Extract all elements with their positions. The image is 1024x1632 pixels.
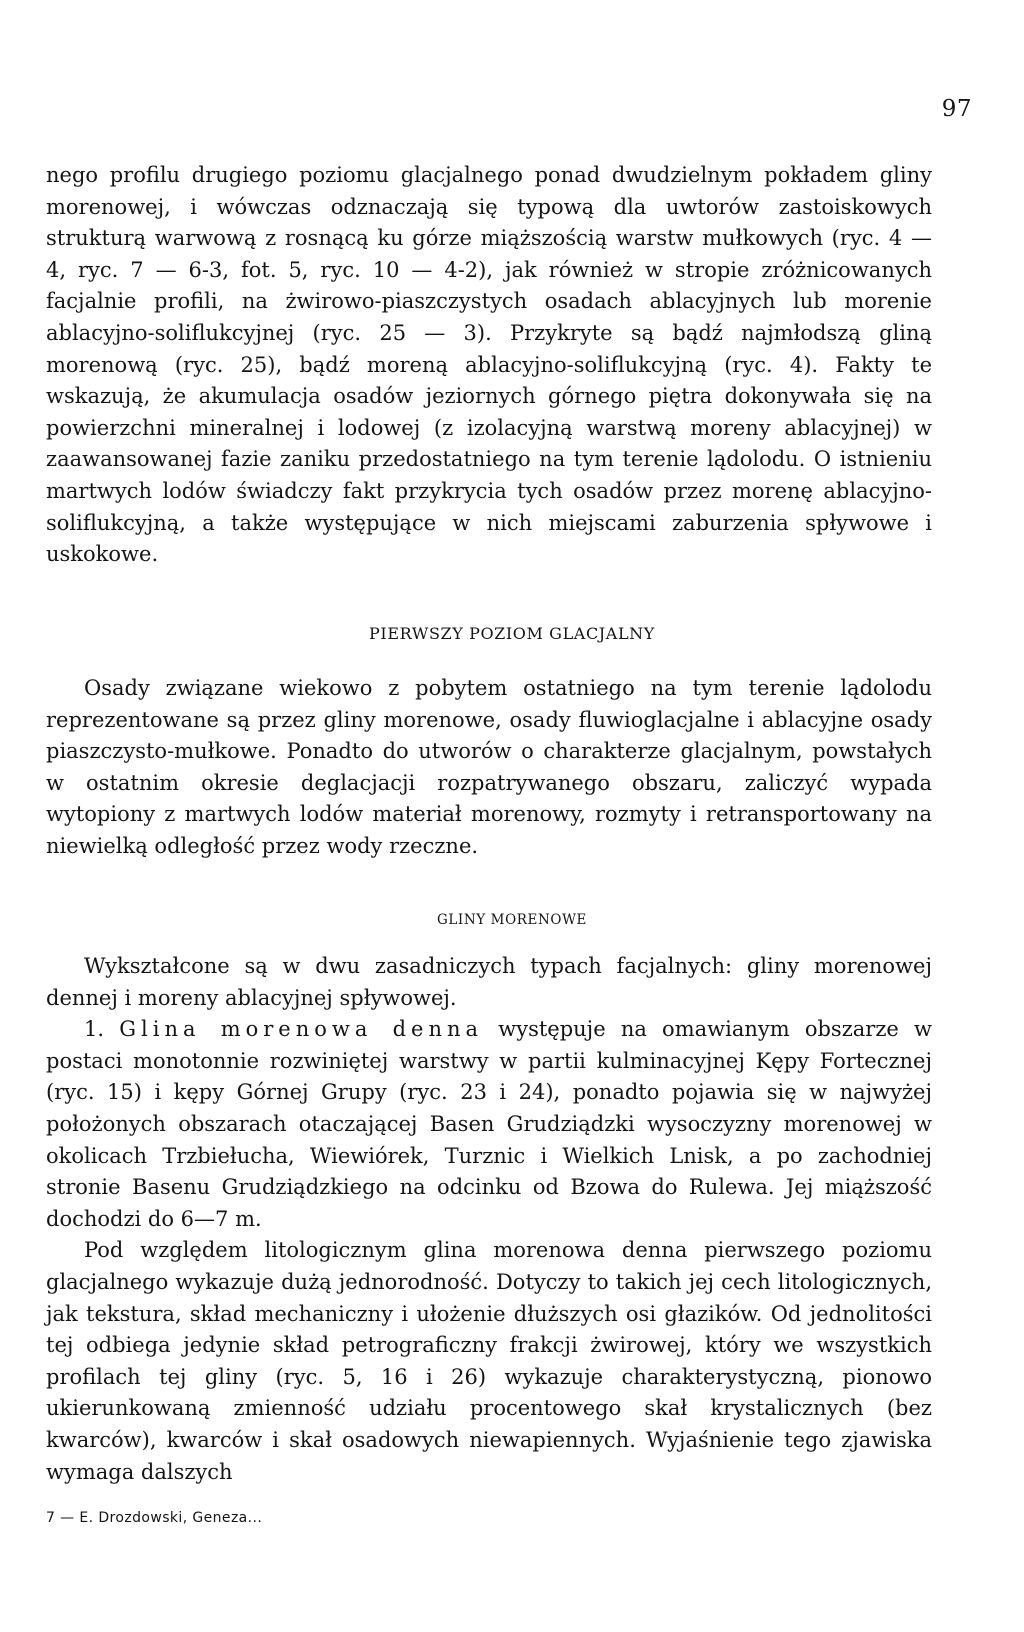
lithology-paragraph: Pod względem litologicznym glina morenowa denna pierwszego poziomu glacjalnego wykazuje dużą jednorodność. Dotyczy to takich jej cech litologicznych, jak tekstura, skład mechaniczny i ułożenie dłuższych osi głazików. Od jednolitości tej odbiega jedynie skład petrograficzny frakcji żwirowej, który we wszystkich profilach tej gliny (ryc. 5, 16 i 26) wykazuje charakterystyczną, pionowo ukierunkowaną zmienność udziału procentowego skał krystalicznych (bez kwarców), kwarców i skał osadowych niewapiennych. Wyjaśnienie tego zjawiska wymaga dalszych: [46, 1238, 932, 1484]
subsection-intro-paragraph: Wykształcone są w dwu zasadniczych typach facjalnych: gliny morenowej dennej i moreny ablacyjnej spływowej.: [46, 954, 932, 1010]
intro-paragraph: nego profilu drugiego poziomu glacjalnego ponad dwudzielnym pokładem gliny morenowej, i wówczas odznaczają się typową dla uwtorów zastoiskowych strukturą warwową z rosnącą ku górze miąższością warstw mułkowych (ryc. 4 — 4, ryc. 7 — 6-3, fot. 5, ryc. 10 — 4-2), jak również w stropie zróżnicowanych facjalnie profili, na żwirowo-piaszczystych osadach ablacyjnych lub morenie ablacyjno-soliflukcyjnej (ryc. 25 — 3). Przykryte są bądź najmłodszą gliną morenową (ryc. 25), bądź moreną ablacyjno-soliflukcyjną (ryc. 4). Fakty te wskazują, że akumulacja osadów jeziornych górnego piętra dokonywała się na powierzchni mineralnej i lodowej (z izolacyjną warstwą moreny ablacyjnej) w zaawansowanej fazie zaniku przedostatniego na tym terenie lądolodu. O istnieniu martwych lodów świadczy fakt przykrycia tych osadów przez morenę ablacyjno-soliflukcyjną, a także występujące w nich miejscami zaburzenia spływowe i uskokowe.: [46, 163, 932, 567]
section-paragraph: Osady związane wiekowo z pobytem ostatniego na tym terenie lądolodu reprezentowane są przez gliny morenowe, osady fluwioglacjalne i ablacyjne osady piaszczysto-mułkowe. Ponadto do utworów o charakterze glacjalnym, powstałych w ostatnim okresie deglacjacji rozpatrywanego obszaru, zaliczyć wypada wytopiony z martwych lodów materiał morenowy, rozmyty i retransportowany na niewielką odległość przez wody rzeczne.: [46, 676, 932, 858]
section-text-block: [46, 673, 932, 863]
item-1-paragraph: [46, 1014, 932, 1235]
page-number: 97: [941, 96, 972, 122]
intro-text-block: [46, 160, 932, 571]
subsection-heading: GLINY MORENOWE: [436, 912, 588, 928]
subsection-text-block: [46, 951, 932, 1488]
item-1-number: 1.: [84, 1017, 105, 1042]
item-1-text: występuje na omawianym obszarze w postaci monotonnie rozwiniętej warstwy w partii kulminacyjnej Kępy Fortecznej (ryc. 15) i kępy Górnej Grupy (ryc. 23 i 24), ponadto pojawia się w najwyżej położonych obszarach otaczającej Basen Grudziądzki wysoczyzny morenowej w okolicach Trzbiełucha, Wiewiórek, Turznic i Wielkich Lnisk, a po zachodniej stronie Basenu Grudziądzkiego na odcinku od Bzowa do Rulewa. Jej miąższość dochodzi do 6—7 m.: [46, 1017, 932, 1231]
footnote: 7 — E. Drozdowski, Geneza...: [46, 1510, 263, 1526]
item-1-term: Glina morenowa denna: [119, 1017, 484, 1042]
section-heading: PIERWSZY POZIOM GLACJALNY: [369, 624, 655, 643]
